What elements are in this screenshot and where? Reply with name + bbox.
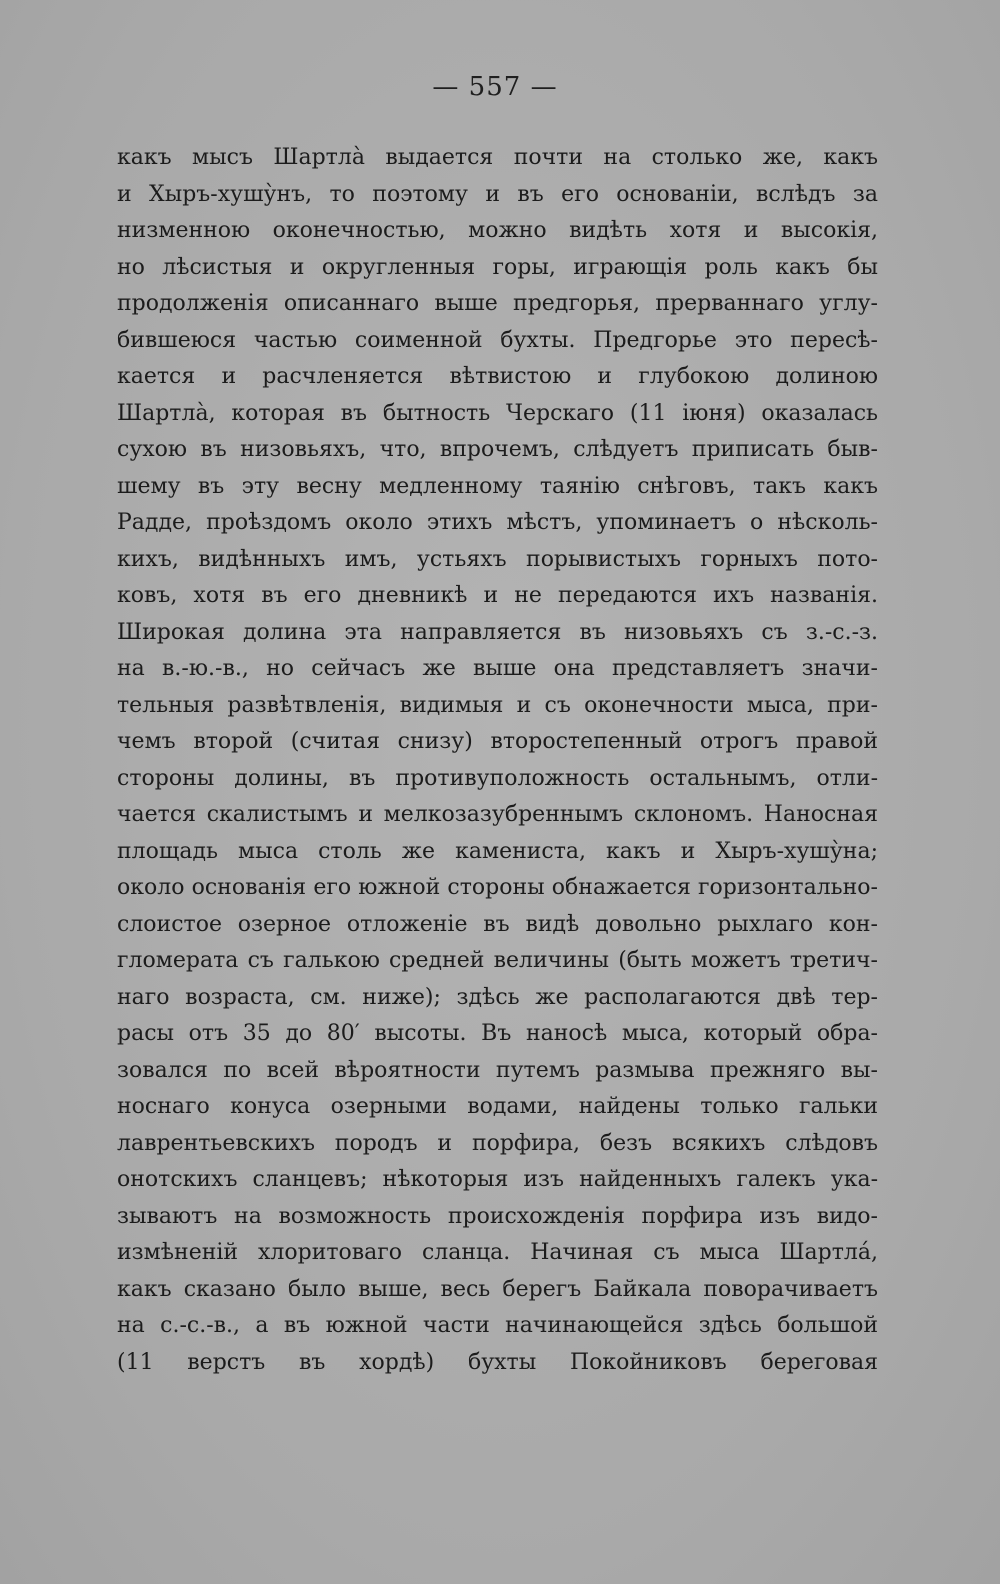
text-line: зовался по всей вѣроятности путемъ размыва прежняго вы- [117, 1057, 878, 1083]
body-text [117, 140, 878, 1381]
text-line: Радде, проѣздомъ около этихъ мѣстъ, упоминаетъ о нѣсколь- [117, 510, 878, 535]
text-line: Шартла̀, которая въ бытность Черскаго (11 iюня) оказалась [117, 400, 878, 426]
text-line: шему въ эту весну медленному таянiю снѣговъ, такъ какъ [117, 473, 878, 499]
text-line: чается скалистымъ и мелкозазубреннымъ склономъ. Наносная [117, 802, 878, 827]
text-line: наго возраста, см. ниже); здѣсь же располагаются двѣ тер- [117, 984, 878, 1010]
text-line: гломерата съ галькою средней величины (быть можетъ третич- [117, 948, 878, 973]
text-line: и Хыръ-хушу̀нъ, то поэтому и въ его основанiи, вслѣдъ за [117, 181, 878, 207]
text-line: ковъ, хотя въ его дневникѣ и не передаются ихъ названiя. [117, 583, 878, 608]
text-line: кается и расчленяется вѣтвистою и глубокою долиною [117, 364, 878, 389]
text-line: онотскихъ сланцевъ; нѣкоторыя изъ найденныхъ галекъ ука- [117, 1167, 878, 1192]
page-number: — 557 — [432, 72, 558, 102]
text-line: какъ мысъ Шартла̀ выдается почти на столько же, какъ [117, 145, 878, 170]
text-line: слоистое озерное отложенiе въ видѣ довольно рыхлаго кон- [117, 911, 878, 937]
text-line: чемъ второй (считая снизу) второстепенный отрогъ правой [117, 729, 878, 754]
text-line: продолженiя описаннаго выше предгорья, прерваннаго углу- [117, 291, 878, 316]
text-line: кихъ, видѣнныхъ имъ, устьяхъ порывистыхъ горныхъ пото- [117, 546, 878, 572]
text-line: сухою въ низовьяхъ, что, впрочемъ, слѣдуетъ приписать быв- [117, 437, 878, 462]
text-line: площадь мыса столь же камениста, какъ и Хыръ-хушу̀на; [117, 838, 878, 864]
text-line: бившеюся частью соименной бухты. Предгорье это пересѣ- [117, 327, 878, 353]
text-line: лаврентьевскихъ породъ и порфира, безъ всякихъ слѣдовъ [117, 1130, 878, 1156]
text-line: но лѣсистыя и округленныя горы, играющiя роль какъ бы [117, 254, 878, 280]
text-line: Широкая долина эта направляется въ низовьяхъ съ з.-с.-з. [117, 619, 878, 645]
text-line: низменною оконечностью, можно видѣть хотя и высокiя, [117, 218, 878, 243]
text-line: какъ сказано было выше, весь берегъ Байкала поворачиваетъ [117, 1276, 878, 1302]
text-line: стороны долины, въ противуположность остальнымъ, отли- [117, 765, 878, 791]
text-line: на с.-с.-в., а въ южной части начинающейся здѣсь большой [117, 1313, 878, 1338]
text-line: (11 верстъ въ хордѣ) бухты Покойниковъ береговая [117, 1349, 878, 1375]
text-line: тельныя развѣтвленiя, видимыя и съ оконечности мыса, при- [117, 692, 878, 718]
text-line: около основанiя его южной стороны обнажается горизонтально- [117, 875, 878, 900]
text-line: расы отъ 35 до 80′ высоты. Въ наносѣ мыса, который обра- [117, 1021, 878, 1046]
text-line: на в.-ю.-в., но сейчасъ же выше она представляетъ значи- [117, 656, 878, 681]
text-line: носнаго конуса озерными водами, найдены только гальки [117, 1094, 878, 1119]
text-line: измѣненiй хлоритоваго сланца. Начиная съ мыса Шартла́, [117, 1240, 878, 1265]
text-line: зываютъ на возможность происхожденiя порфира изъ видо- [117, 1203, 878, 1229]
